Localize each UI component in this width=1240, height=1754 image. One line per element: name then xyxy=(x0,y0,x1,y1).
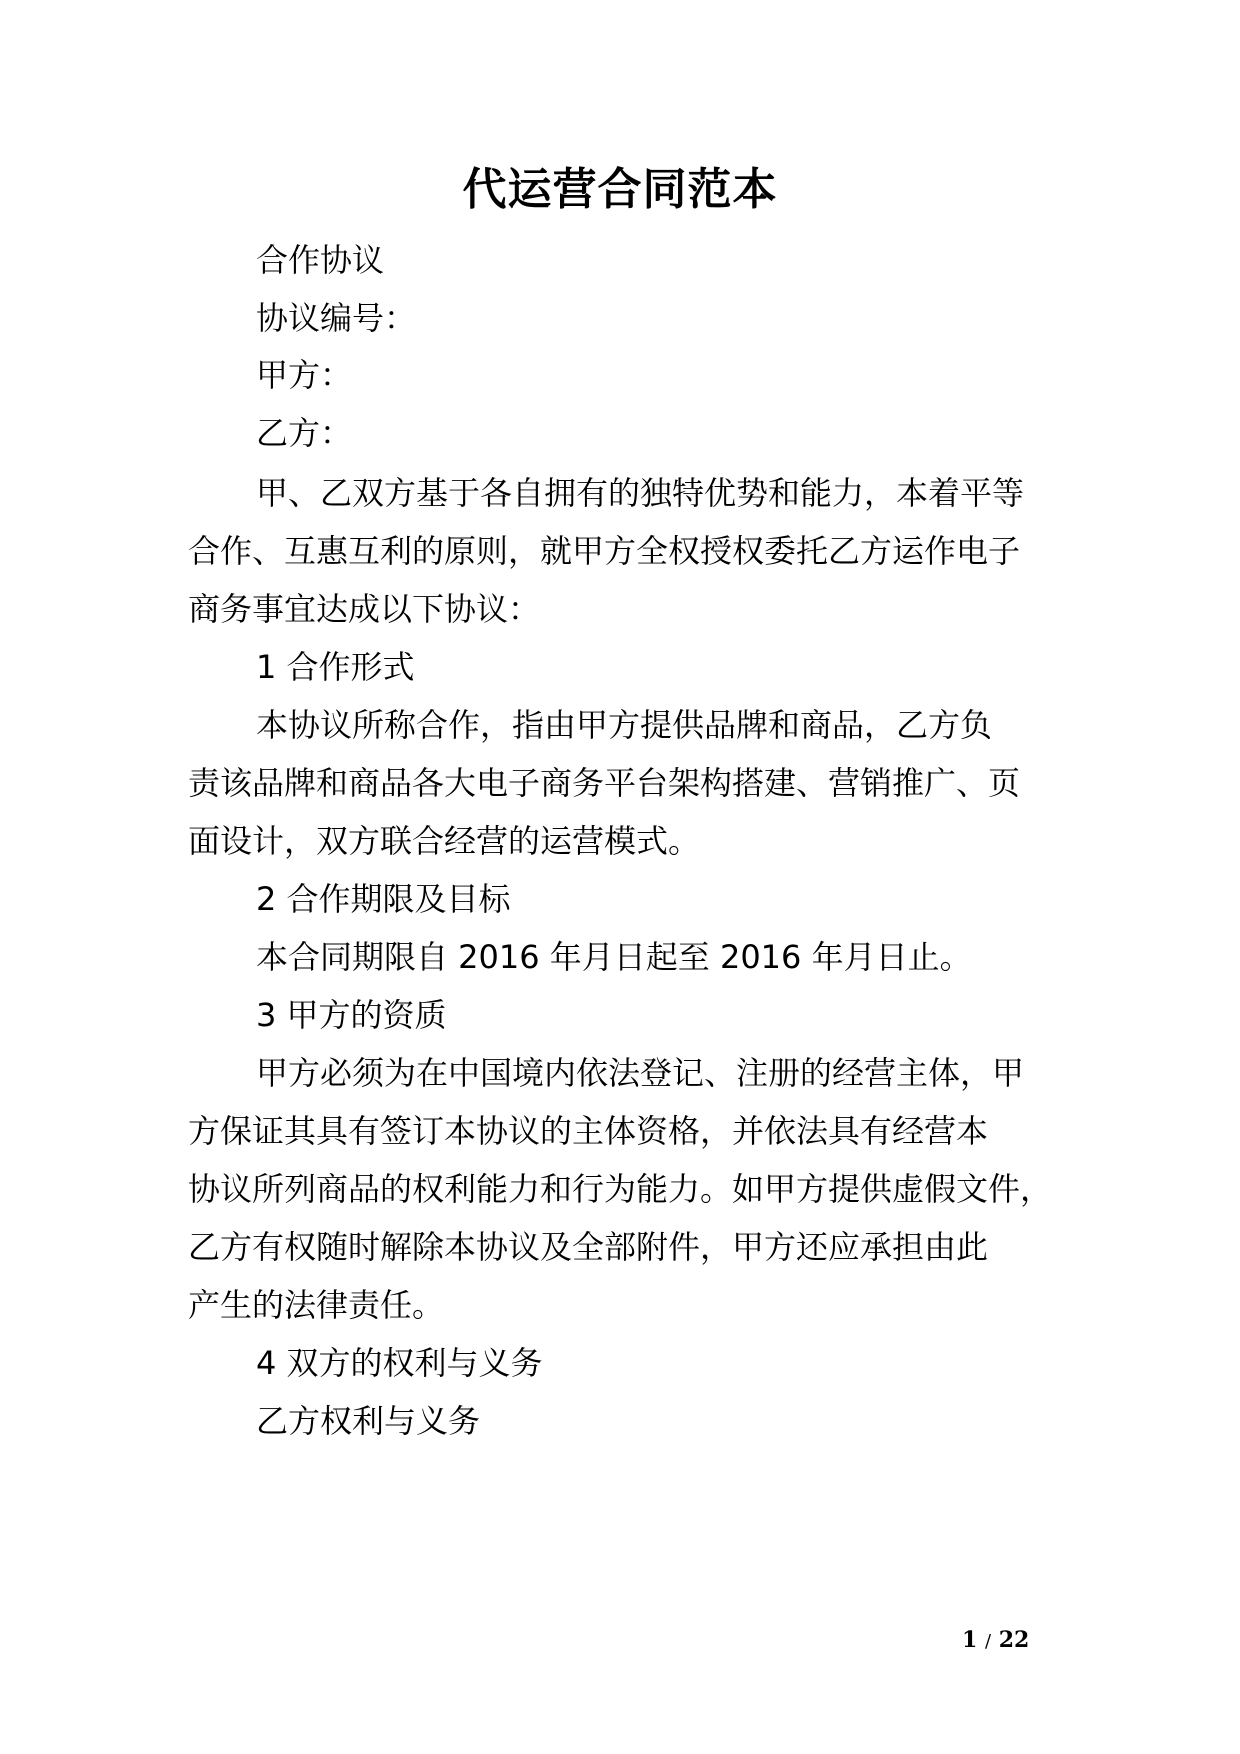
section3-line: 方保证其具有签订本协议的主体资格，并依法具有经营本 xyxy=(188,1112,989,1150)
page-current: 1 xyxy=(962,1627,978,1653)
document-title: 代运营合同范本 xyxy=(462,164,778,215)
section-heading-2: 2 合作期限及目标 xyxy=(256,880,511,918)
intro-line: 甲、乙双方基于各自拥有的独特优势和能力，本着平等 xyxy=(256,474,1025,512)
section-heading-4: 4 双方的权利与义务 xyxy=(256,1344,543,1382)
intro-line: 合作、互惠互利的原则，就甲方全权授权委托乙方运作电子 xyxy=(188,532,1021,570)
agreement-number-label: 协议编号： xyxy=(256,299,417,337)
section2-line: 本合同期限自 2016 年月日起至 2016 年月日止。 xyxy=(256,938,972,976)
page-number xyxy=(962,1625,1029,1657)
party-b-label: 乙方： xyxy=(256,414,353,452)
section3-line: 甲方必须为在中国境内依法登记、注册的经营主体，甲 xyxy=(256,1054,1025,1092)
section3-line: 产生的法律责任。 xyxy=(188,1286,445,1324)
section1-line: 责该品牌和商品各大电子商务平台架构搭建、营销推广、页 xyxy=(188,764,1021,802)
section4-subheading: 乙方权利与义务 xyxy=(256,1402,481,1440)
agreement-label: 合作协议 xyxy=(256,241,385,279)
section3-line: 协议所列商品的权利能力和行为能力。如甲方提供虚假文件， xyxy=(188,1170,1053,1208)
party-a-label: 甲方： xyxy=(256,356,353,394)
section-heading-3: 3 甲方的资质 xyxy=(256,996,447,1034)
section-heading-1: 1 合作形式 xyxy=(256,648,415,686)
intro-line: 商务事宜达成以下协议： xyxy=(188,590,541,628)
page-total: 22 xyxy=(998,1627,1030,1653)
section3-line: 乙方有权随时解除本协议及全部附件，甲方还应承担由此 xyxy=(188,1228,989,1266)
page-separator: / xyxy=(984,1631,992,1652)
section1-line: 面设计，双方联合经营的运营模式。 xyxy=(188,822,701,860)
section1-line: 本协议所称合作，指由甲方提供品牌和商品，乙方负 xyxy=(256,706,993,744)
